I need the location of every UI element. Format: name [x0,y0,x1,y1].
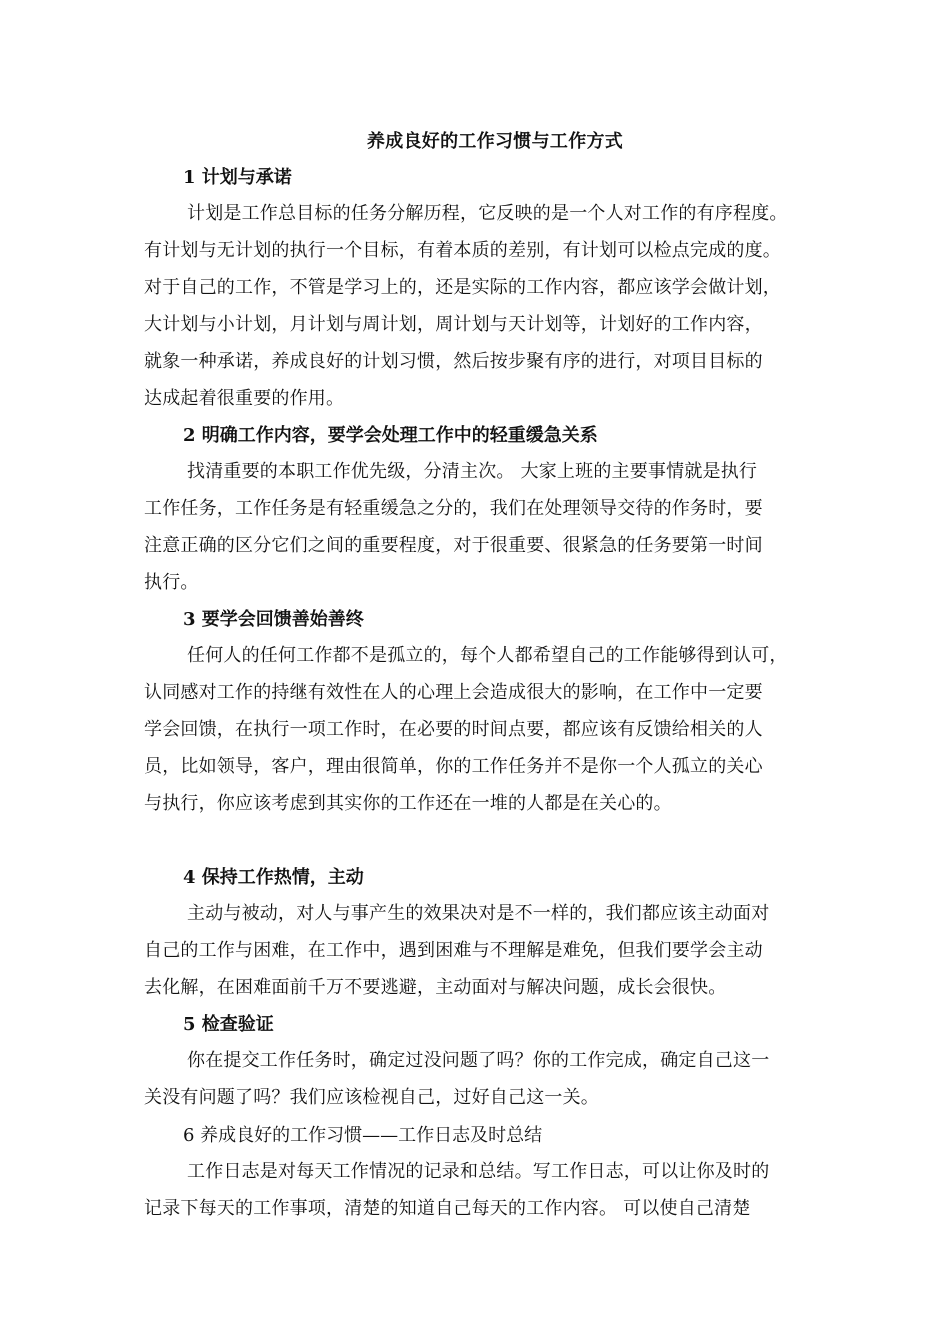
section-5-line-2: 关没有问题了吗？我们应该检视自己，过好自己这一关。 [144,1087,599,1108]
section-2-line-2: 工作任务，工作任务是有轻重缓急之分的，我们在处理领导交待的作务时，要 [144,498,763,519]
section-6-heading: 6 养成良好的工作习惯——工作日志及时总结 [183,1125,543,1146]
section-1-line-1: 计划是工作总目标的任务分解历程，它反映的是一个人对工作的有序程度。 [187,203,788,224]
section-4-line-2: 自己的工作与困难，在工作中，遇到困难与不理解是难免，但我们要学会主动 [144,940,763,961]
section-3-line-3: 学会回馈，在执行一项工作时，在必要的时间点要，都应该有反馈给相关的人 [144,719,763,740]
section-3-line-5: 与执行，你应该考虑到其实你的工作还在一堆的人都是在关心的。 [144,793,672,814]
section-6-line-1: 工作日志是对每天工作情况的记录和总结。写工作日志，可以让你及时的 [187,1161,770,1182]
section-1-line-3: 对于自己的工作，不管是学习上的，还是实际的工作内容，都应该学会做计划， [144,277,781,298]
section-1-line-5: 就象一种承诺，养成良好的计划习惯，然后按步聚有序的进行，对项目目标的 [144,351,763,372]
section-4-heading: 4 保持工作热情，主动 [183,867,364,888]
section-4-line-3: 去化解，在困难面前千万不要逃避，主动面对与解决问题，成长会很快。 [144,977,727,998]
section-2-line-4: 执行。 [144,572,199,593]
section-1-line-6: 达成起着很重要的作用。 [144,388,345,409]
section-2-heading: 2 明确工作内容，要学会处理工作中的轻重缓急关系 [183,425,598,446]
section-3-line-1: 任何人的任何工作都不是孤立的，每个人都希望自己的工作能够得到认可， [187,645,788,666]
section-1-line-4: 大计划与小计划，月计划与周计划，周计划与天计划等，计划好的工作内容， [144,314,763,335]
section-3-heading: 3 要学会回馈善始善终 [183,609,364,630]
section-5-heading: 5 检查验证 [183,1014,274,1035]
section-4-line-1: 主动与被动，对人与事产生的效果决对是不一样的，我们都应该主动面对 [187,903,770,924]
section-1-heading: 1 计划与承诺 [183,167,292,188]
section-3-line-2: 认同感对工作的持继有效性在人的心理上会造成很大的影响，在工作中一定要 [144,682,763,703]
section-2-line-1: 找清重要的本职工作优先级，分清主次。 大家上班的主要事情就是执行 [187,461,758,482]
section-1-line-2: 有计划与无计划的执行一个目标，有着本质的差别，有计划可以检点完成的度。 [144,240,781,261]
section-5-line-1: 你在提交工作任务时，确定过没问题了吗？你的工作完成，确定自己这一 [187,1050,770,1071]
section-2-line-3: 注意正确的区分它们之间的重要程度，对于很重要、很紧急的任务要第一时间 [144,535,763,556]
document-title: 养成良好的工作习惯与工作方式 [366,131,624,152]
section-6-line-2: 记录下每天的工作事项，清楚的知道自己每天的工作内容。 可以使自己清楚 [144,1198,751,1219]
section-3-line-4: 员，比如领导，客户，理由很简单，你的工作任务并不是你一个人孤立的关心 [144,756,763,777]
